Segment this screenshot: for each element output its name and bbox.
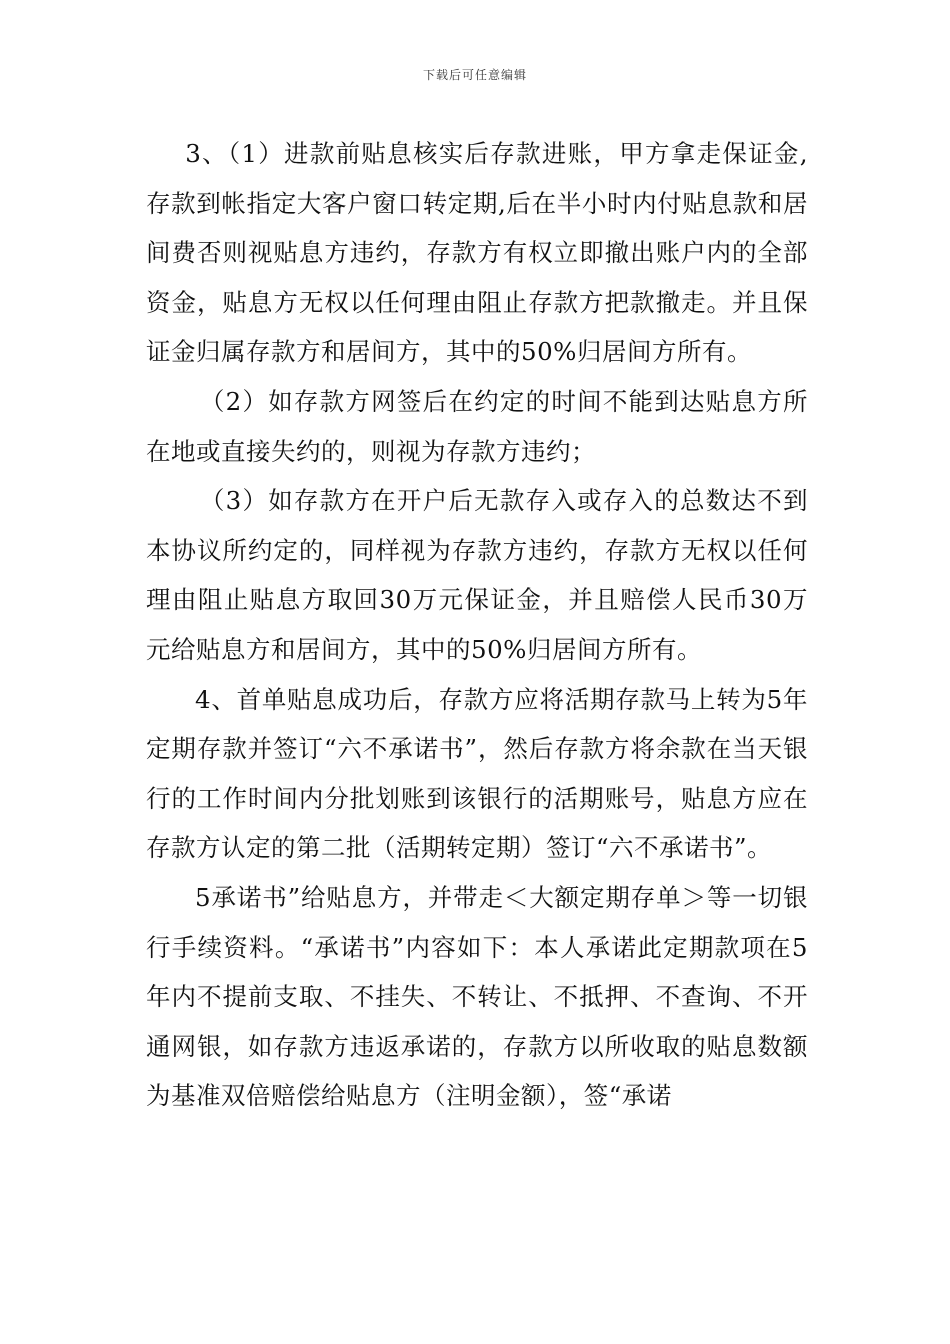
paragraph-clause-3-2: （2）如存款方网签后在约定的时间不能到达贴息方所在地或直接失约的，则视为存款方违约； [146, 386, 808, 466]
paragraph-clause-3-1: 3、（1）进款前贴息核实后存款进账，甲方拿走保证金,存款到帐指定大客户窗口转定期,后在半小时内付贴息款和居间费否则视贴息方违约，存款方有权立即撤出账户内的全部资金，贴息方无权以任何理由阻止存款方把款撤走。并且保证金归属存款方和居间方，其中的50%归居间方所有。 [146, 139, 808, 367]
paragraph-clause-5: 5承诺书”给贴息方，并带走＜大额定期存单＞等一切银行手续资料。“承诺书”内容如下：本人承诺此定期款项在5年内不提前支取、不挂失、不转让、不抵押、不查询、不开通网银，如存款方违返承诺的，存款方以所收取的贴息数额为基准双倍赔偿给贴息方（注明金额），签“承诺 [146, 882, 808, 1111]
document-body [146, 129, 808, 1121]
paragraph-clause-4: 4、首单贴息成功后，存款方应将活期存款马上转为5年定期存款并签订“六不承诺书”，然后存款方将余款在当天银行的工作时间内分批划账到该银行的活期账号，贴息方应在存款方认定的第二批（活期转定期）签订“六不承诺书”。 [146, 684, 808, 863]
paragraph-clause-3-3: （3）如存款方在开户后无款存入或存入的总数达不到本协议所约定的，同样视为存款方违约，存款方无权以任何理由阻止贴息方取回30万元保证金，并且赔偿人民币30万元给贴息方和居间方，其中的50%归居间方所有。 [146, 486, 808, 664]
page-header: 下载后可任意编辑 [422, 68, 527, 82]
